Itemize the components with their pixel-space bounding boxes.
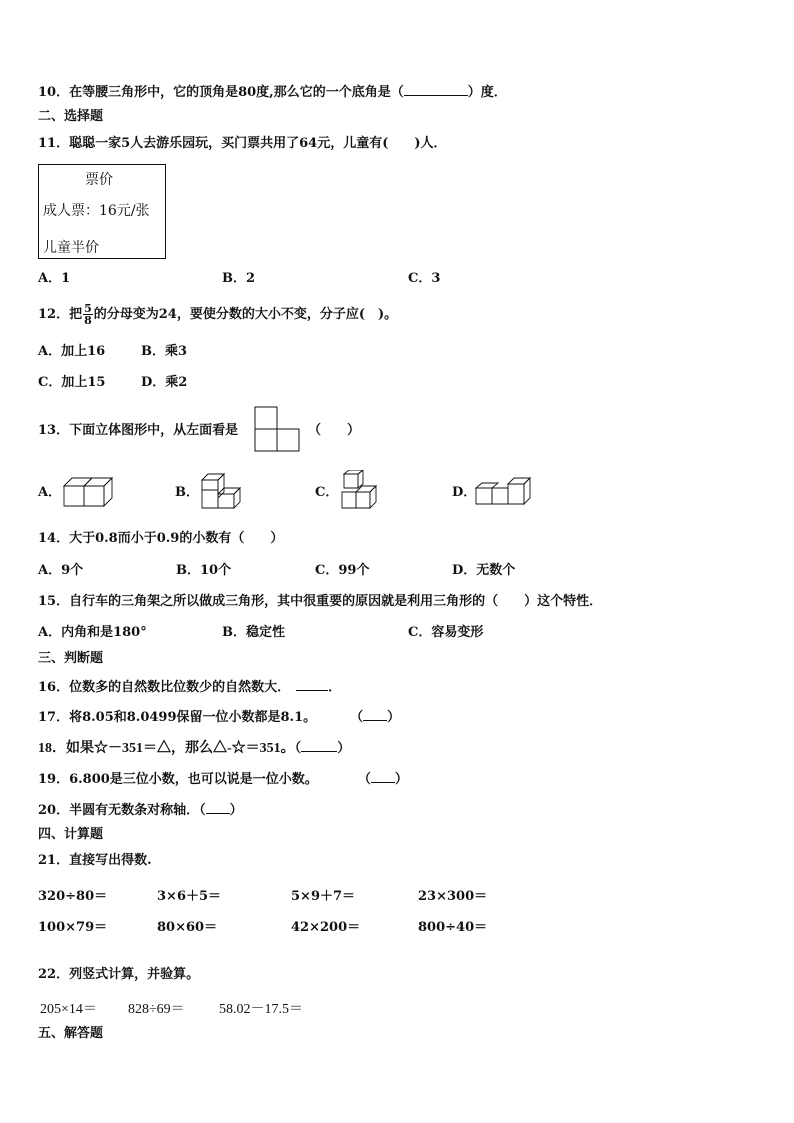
question-10-tail: ）度． xyxy=(467,85,507,100)
question-17 xyxy=(38,708,400,726)
question-13-option-b[interactable]: B． xyxy=(175,485,199,500)
question-16-tail: ． xyxy=(328,680,342,695)
cube-figure-d xyxy=(474,474,534,510)
question-11-option-b[interactable]: B．2 xyxy=(222,271,256,286)
question-15-option-b[interactable]: B．稳定性 xyxy=(222,625,285,640)
question-10-text: 10．在等腰三角形中，它的顶角是80度,那么它的一个底角是（ xyxy=(38,85,404,100)
ticket-child-price: 儿童半价 xyxy=(43,240,99,256)
question-11-option-a[interactable]: A．1 xyxy=(38,271,71,286)
answer-blank[interactable] xyxy=(206,801,230,814)
calc-item: 320÷80＝ xyxy=(38,889,108,904)
cube-figure-c xyxy=(338,470,380,512)
question-10 xyxy=(38,83,507,101)
calc-item: 800÷40＝ xyxy=(418,920,488,935)
question-22-text: 22．列竖式计算，并验算。 xyxy=(38,967,200,982)
question-11-text: 11．聪聪一家5人去游乐园玩，买门票共用了64元，儿童有( )人． xyxy=(38,136,447,151)
question-13-option-a[interactable]: A． xyxy=(38,485,62,500)
left-view-diagram xyxy=(254,406,300,454)
question-12-pre: 12．把 xyxy=(38,307,83,322)
question-16-text: 16．位数多的自然数比位数少的自然数大． xyxy=(38,680,291,695)
paren-right: ） xyxy=(394,772,408,787)
fraction-denominator: 8 xyxy=(84,314,92,327)
question-20 xyxy=(38,801,243,819)
vertical-calc-item: 205×14＝ xyxy=(40,1002,97,1017)
question-14-text: 14．大于0.8而小于0.9的小数有（ ） xyxy=(38,531,284,546)
fraction-numerator: 5 xyxy=(84,302,92,315)
section-heading-choice: 二、选择题 xyxy=(38,109,104,124)
question-12-option-c[interactable]: C．加上15 xyxy=(38,375,106,390)
question-19-text: 19．6.800是三位小数，也可以说是一位小数。 xyxy=(38,772,318,787)
question-12-post: 的分母变为24，要使分数的大小不变，分子应( )。 xyxy=(93,307,398,322)
question-21-text: 21．直接写出得数. xyxy=(38,853,152,868)
calc-item: 80×60＝ xyxy=(157,920,218,935)
paren-left: （ xyxy=(350,710,364,725)
answer-blank[interactable] xyxy=(404,83,468,96)
vertical-calc-item: 58.02－17.5＝ xyxy=(219,1002,303,1017)
question-13-option-c[interactable]: C． xyxy=(315,485,339,500)
ticket-price-box xyxy=(38,164,166,259)
answer-blank[interactable] xyxy=(296,678,328,691)
question-16 xyxy=(38,678,341,696)
question-11-option-c[interactable]: C．3 xyxy=(408,271,441,286)
calc-item: 100×79＝ xyxy=(38,920,108,935)
paren-left: （ xyxy=(357,772,371,787)
paren-right: ） xyxy=(229,803,243,818)
ticket-title: 票价 xyxy=(85,172,113,188)
vertical-calc-item: 828÷69＝ xyxy=(128,1002,185,1017)
question-13-paren: （ ） xyxy=(308,423,361,438)
question-12-option-b[interactable]: B．乘3 xyxy=(141,344,188,359)
question-15-option-a[interactable]: A．内角和是180° xyxy=(38,625,147,640)
calc-item: 5×9＋7＝ xyxy=(291,889,356,904)
calc-item: 3×6＋5＝ xyxy=(157,889,222,904)
paren-right: ） xyxy=(337,741,351,756)
cube-figure-a xyxy=(62,472,118,512)
calc-item: 42×200＝ xyxy=(291,920,361,935)
question-14-option-d[interactable]: D．无数个 xyxy=(452,563,516,578)
question-14-option-a[interactable]: A．9个 xyxy=(38,563,84,578)
section-heading-judgment: 三、判断题 xyxy=(38,651,104,666)
question-15-text: 15．自行车的三角架之所以做成三角形，其中很重要的原因就是利用三角形的（ ）这个特性． xyxy=(38,594,603,609)
paren-right: ） xyxy=(387,710,401,725)
ticket-adult-price: 成人票：16元/张 xyxy=(43,203,150,219)
section-heading-calculation: 四、计算题 xyxy=(38,827,104,842)
question-15-option-c[interactable]: C．容易变形 xyxy=(408,625,484,640)
fraction-five-eighths xyxy=(83,303,93,326)
cube-figure-b xyxy=(198,472,246,512)
question-20-text: 20．半圆有无数条对称轴． xyxy=(38,803,200,818)
question-17-text: 17．将8.05和8.0499保留一位小数都是8.1。 xyxy=(38,710,317,725)
answer-blank[interactable] xyxy=(301,739,337,752)
question-13-option-d[interactable]: D． xyxy=(452,485,477,500)
question-13-text: 13．下面立体图形中，从左面看是 xyxy=(38,423,239,438)
question-12-option-a[interactable]: A．加上16 xyxy=(38,344,106,359)
calc-item: 23×300＝ xyxy=(418,889,488,904)
paren-left: （ xyxy=(294,741,302,756)
section-heading-solution: 五、解答题 xyxy=(38,1026,104,1041)
question-12-option-d[interactable]: D．乘2 xyxy=(141,375,188,390)
question-18-text: 18．如果☆－351＝△，那么△-☆＝351。 xyxy=(38,741,295,756)
answer-blank[interactable] xyxy=(371,770,395,783)
question-14-option-c[interactable]: C．99个 xyxy=(315,563,370,578)
answer-blank[interactable] xyxy=(363,708,387,721)
question-19 xyxy=(38,770,408,788)
question-18 xyxy=(38,739,350,757)
question-12 xyxy=(38,302,397,328)
paren-left: （ xyxy=(199,803,206,818)
question-14-option-b[interactable]: B．10个 xyxy=(176,563,232,578)
